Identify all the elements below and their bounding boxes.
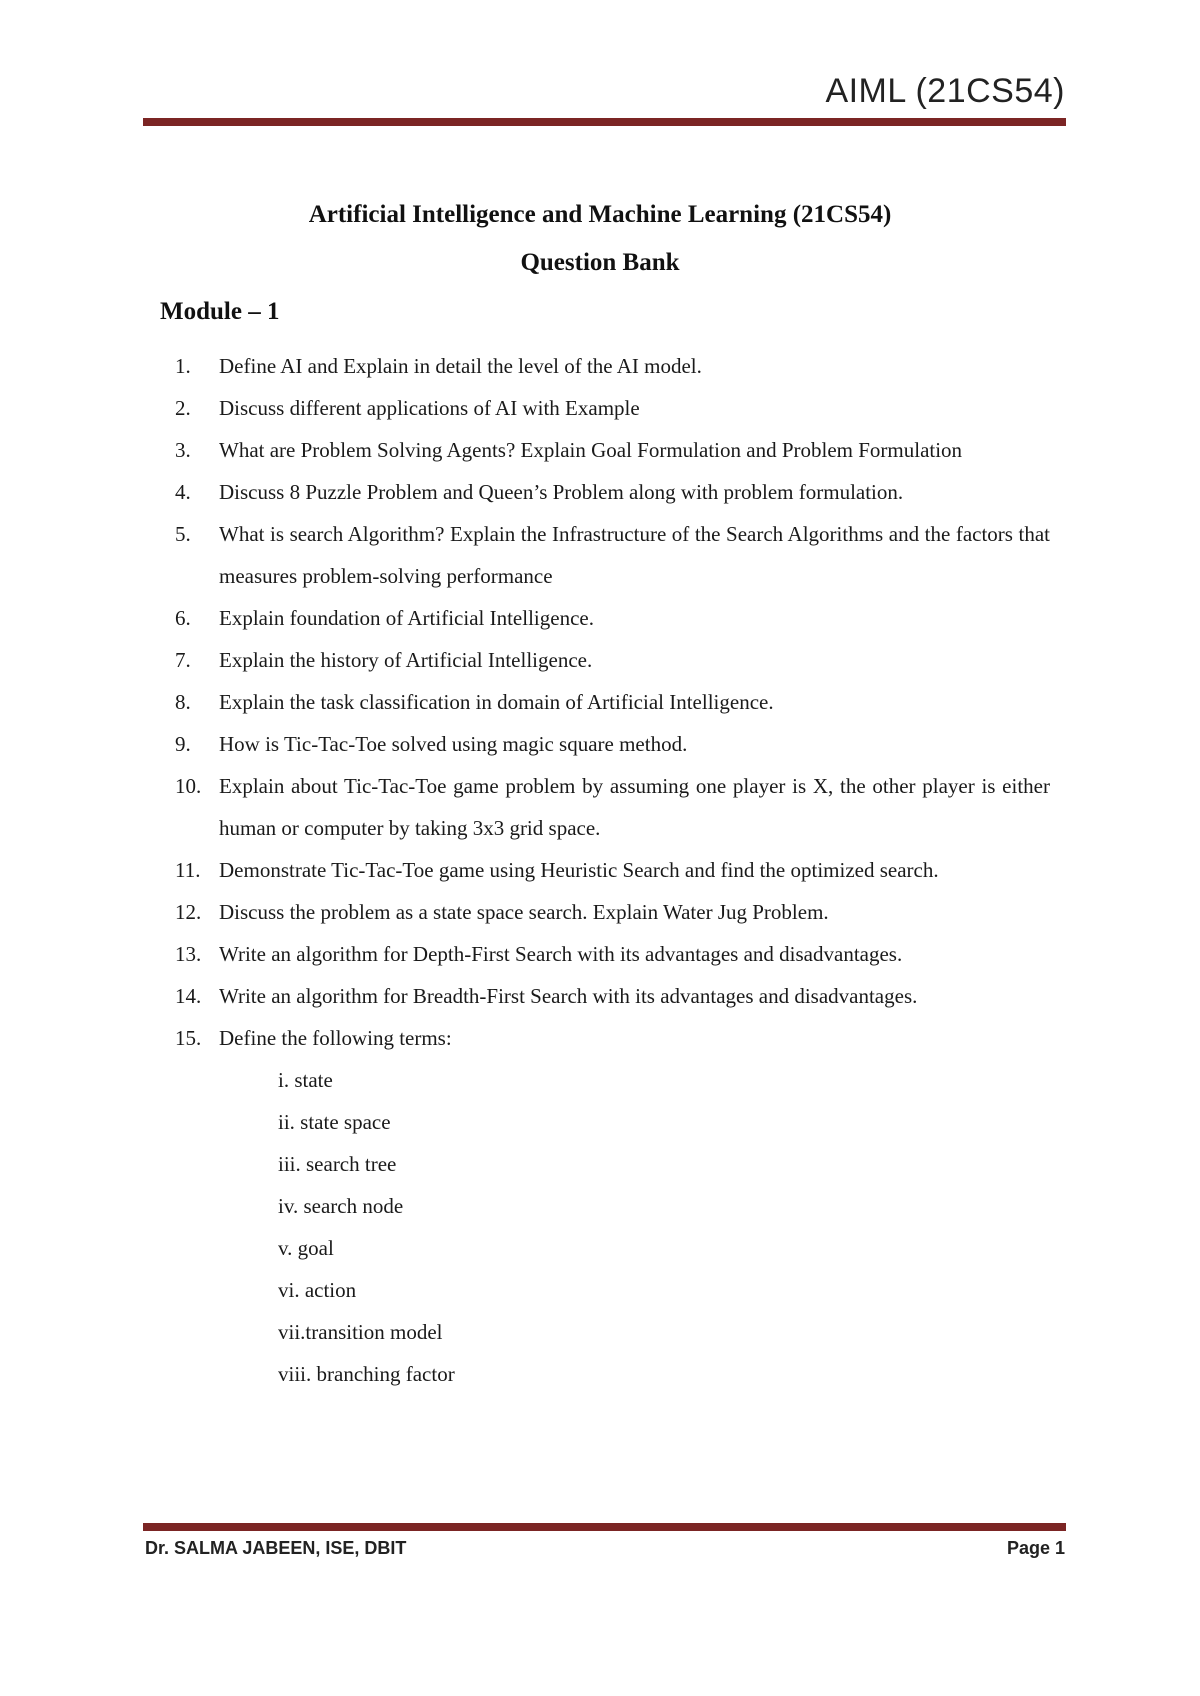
terms-sublist: [175, 1059, 1050, 1395]
question-list: [175, 345, 1050, 1395]
question-number: 9.: [175, 732, 191, 756]
question-item: [175, 471, 1050, 513]
question-item: [175, 681, 1050, 723]
question-text: Discuss different applications of AI with Example: [219, 396, 640, 420]
question-text: Define AI and Explain in detail the level of the AI model.: [219, 354, 702, 378]
question-text: Explain the task classification in domain of Artificial Intelligence.: [219, 690, 774, 714]
footer-author: Dr. SALMA JABEEN, ISE, DBIT: [145, 1538, 407, 1558]
question-text: Define the following terms:: [219, 1026, 452, 1050]
question-text: Explain foundation of Artificial Intelligence.: [219, 606, 594, 630]
question-text: What are Problem Solving Agents? Explain Goal Formulation and Problem Formulation: [219, 438, 963, 462]
question-number: 12.: [175, 900, 202, 924]
question-item: [175, 933, 1050, 975]
question-item: [175, 975, 1050, 1017]
question-number: 13.: [175, 942, 202, 966]
question-item: [175, 723, 1050, 765]
question-text: Demonstrate Tic-Tac-Toe game using Heuristic Search and find the optimized search.: [219, 858, 939, 882]
term-item: v. goal: [278, 1236, 334, 1260]
terms-sublist-container: [175, 1059, 1050, 1395]
question-number: 1.: [175, 354, 191, 378]
document-title: Artificial Intelligence and Machine Learning (21CS54): [308, 201, 892, 228]
document-subtitle: Question Bank: [520, 249, 680, 276]
question-item: [175, 429, 1050, 471]
question-item: [175, 345, 1050, 387]
term-item: i. state: [278, 1068, 333, 1092]
question-item: [175, 597, 1050, 639]
question-item: [175, 849, 1050, 891]
question-text: Write an algorithm for Depth-First Search with its advantages and disadvantages.: [219, 942, 903, 966]
question-number: 14.: [175, 984, 202, 1008]
question-text: Explain the history of Artificial Intelligence.: [219, 648, 593, 672]
question-number: 5.: [175, 522, 191, 546]
term-item: vi. action: [278, 1278, 357, 1302]
question-item: [175, 513, 1050, 597]
question-text: Discuss 8 Puzzle Problem and Queen’s Problem along with problem formulation.: [219, 480, 904, 504]
question-number: 4.: [175, 480, 191, 504]
question-number: 6.: [175, 606, 191, 630]
question-text: Write an algorithm for Breadth-First Search with its advantages and disadvantages.: [219, 984, 918, 1008]
question-text: What is search Algorithm? Explain the Infrastructure of the Search Algorithms and the factors that measures problem-solving performance: [219, 522, 1050, 588]
question-number: 11.: [175, 858, 201, 882]
question-number: 8.: [175, 690, 191, 714]
footer-rule: [143, 1523, 1066, 1531]
term-item: iii. search tree: [278, 1152, 397, 1176]
question-item: [175, 387, 1050, 429]
course-code-header: AIML (21CS54): [825, 72, 1065, 110]
module-heading: Module – 1: [160, 298, 280, 325]
question-item: [175, 765, 1050, 849]
question-text: How is Tic-Tac-Toe solved using magic square method.: [219, 732, 688, 756]
page-number: Page 1: [1006, 1538, 1065, 1558]
question-number: 10.: [175, 774, 202, 798]
term-item: iv. search node: [278, 1194, 404, 1218]
question-number: 7.: [175, 648, 191, 672]
question-item: [175, 639, 1050, 681]
header-rule: [143, 118, 1066, 126]
term-item: ii. state space: [278, 1110, 391, 1134]
question-item: [175, 1017, 1050, 1059]
question-text: Explain about Tic-Tac-Toe game problem by assuming one player is X, the other player is either human or computer by taking 3x3 grid space.: [219, 774, 1050, 840]
question-number: 15.: [175, 1026, 202, 1050]
question-number: 2.: [175, 396, 191, 420]
question-text: Discuss the problem as a state space search. Explain Water Jug Problem.: [219, 900, 829, 924]
question-item: [175, 891, 1050, 933]
question-number: 3.: [175, 438, 191, 462]
term-item: viii. branching factor: [278, 1362, 455, 1386]
term-item: vii.transition model: [278, 1320, 443, 1344]
